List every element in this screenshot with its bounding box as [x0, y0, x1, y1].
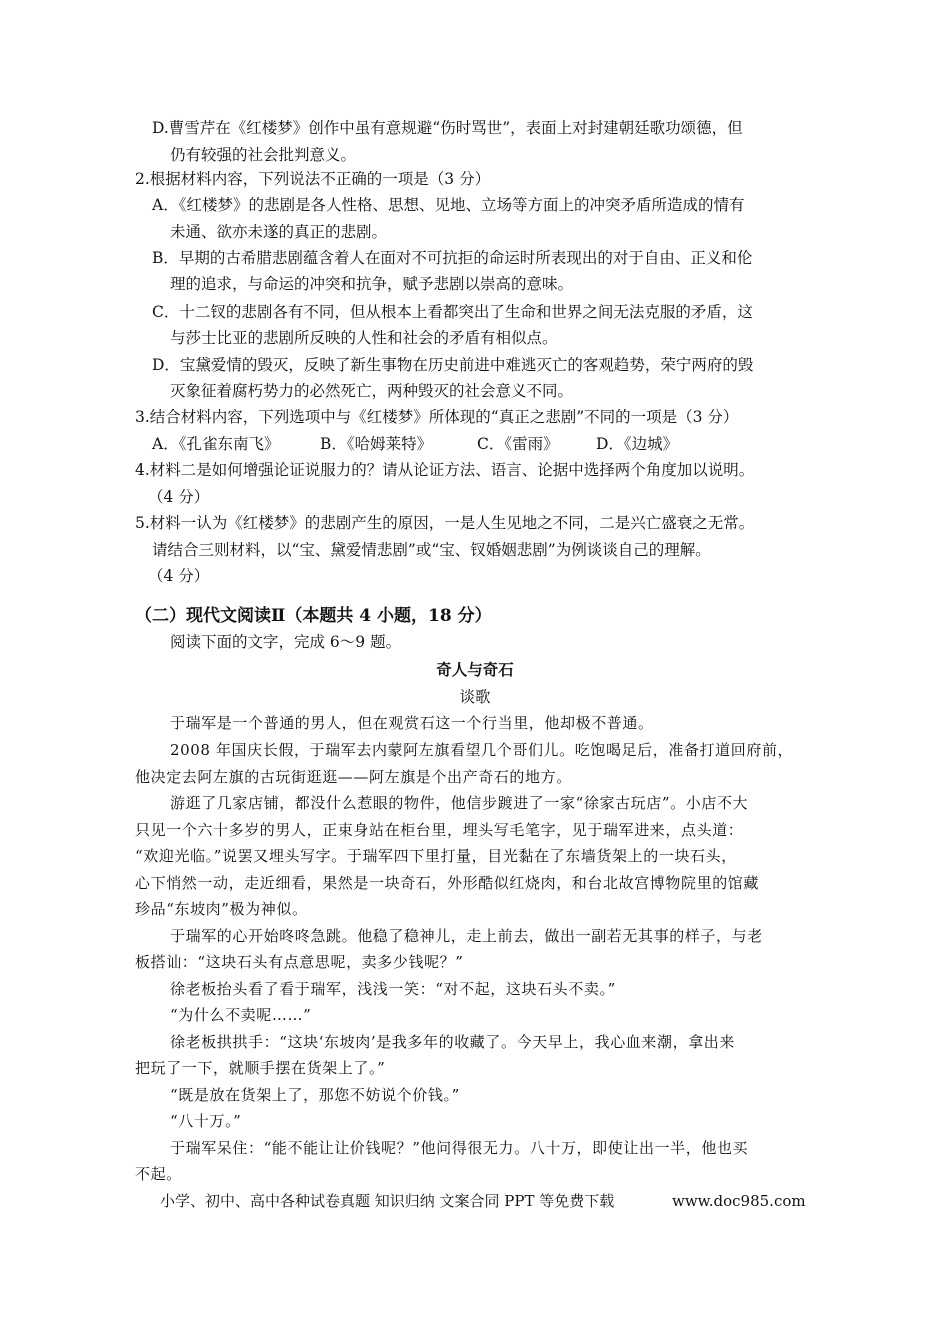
passage-line-3: 他决定去阿左旗的古玩街逛逛——阿左旗是个出产奇石的地方。 — [135, 768, 572, 786]
q2-option-b-line2: 理的追求，与命运的冲突和抗争，赋予悲剧以崇高的意味。 — [170, 275, 574, 293]
passage-title: 奇人与奇石 — [436, 660, 514, 679]
q3-option-d: D．《边城》 — [596, 435, 679, 453]
q2-option-c-line2: 与莎士比亚的悲剧所反映的人性和社会的矛盾有相似点。 — [170, 329, 558, 347]
q4-line1: 4.材料二是如何增强论证说服力的？请从论证方法、语言、论据中选择两个角度加以说明。 — [135, 461, 755, 479]
q3-option-b: B．《哈姆莱特》 — [320, 435, 433, 453]
q2-option-b-line1: B．早期的古希腊悲剧蕴含着人在面对不可抗拒的命运时所表现出的对于自由、正义和伦 — [152, 249, 753, 267]
q2-stem: 2.根据材料内容，下列说法不正确的一项是（3 分） — [135, 170, 491, 188]
passage-line-2: 2008 年国庆长假，于瑞军去内蒙阿左旗看望几个哥们儿。吃饱喝足后，准备打道回府前， — [170, 741, 794, 759]
q5-line1: 5.材料一认为《红楼梦》的悲剧产生的原因，一是人生见地之不同，二是兴亡盛衰之无常。 — [135, 514, 755, 532]
q2-option-c-line1: C．十二钗的悲剧各有不同，但从根本上看都突出了生命和世界之间无法克服的矛盾，这 — [152, 303, 753, 321]
section-instruction: 阅读下面的文字，完成 6～9 题。 — [170, 633, 402, 651]
passage-line-7: 心下悄然一动，走近细看，果然是一块奇石，外形酷似红烧肉，和台北故宫博物院里的馆藏 — [135, 874, 760, 892]
q4-line2: （4 分） — [148, 488, 210, 506]
q3-option-a: A．《孔雀东南飞》 — [152, 435, 280, 453]
passage-line-9: 于瑞军的心开始咚咚急跳。他稳了稳神儿，走上前去，做出一副若无其事的样子，与老 — [170, 927, 763, 945]
q2-option-d-line2: 灭象征着腐朽势力的必然死亡，两种毁灭的社会意义不同。 — [170, 382, 574, 400]
q5-line2: 请结合三则材料，以“宝、黛爱情悲剧”或“宝、钗婚姻悲剧”为例谈谈自己的理解。 — [152, 541, 711, 559]
passage-line-5: 只见一个六十多岁的男人，正束身站在柜台里，埋头写毛笔字，见于瑞军进来，点头道： — [135, 821, 744, 839]
passage-line-14: 把玩了一下，就顺手摆在货架上了。” — [135, 1059, 386, 1077]
passage-author: 谈歌 — [459, 688, 491, 706]
q2-option-a-line2: 未通、欲亦未遂的真正的悲剧。 — [170, 223, 388, 241]
passage-line-8: 珍品“东坡肉”极为神似。 — [135, 900, 308, 918]
footer-text: 小学、初中、高中各种试卷真题 知识归纳 文案合同 PPT 等免费下载 — [160, 1192, 615, 1210]
q3-stem: 3.结合材料内容，下列选项中与《红楼梦》所体现的“真正之悲剧”不同的一项是（3 分） — [135, 408, 739, 426]
passage-line-13: 徐老板拱拱手：“这块‘东坡肉’是我多年的收藏了。今天早上，我心血来潮，拿出来 — [170, 1033, 736, 1051]
passage-line-1: 于瑞军是一个普通的男人，但在观赏石这一个行当里，他却极不普通。 — [170, 714, 654, 732]
footer-url[interactable]: www.doc985.com — [672, 1192, 806, 1210]
q1-option-d-line2: 仍有较强的社会批判意义。 — [170, 146, 357, 164]
q1-option-d-line1: D.曹雪芹在《红楼梦》创作中虽有意规避“伤时骂世”，表面上对封建朝廷歌功颂德，但 — [152, 119, 743, 137]
passage-line-12: “为什么不卖呢……” — [170, 1006, 312, 1024]
passage-line-4: 游逛了几家店铺，都没什么惹眼的物件，他信步踱进了一家“徐家古玩店”。小店不大 — [170, 794, 749, 812]
q2-option-d-line1: D．宝黛爱情的毁灭，反映了新生事物在历史前进中难逃灭亡的客观趋势，荣宁两府的毁 — [152, 356, 754, 374]
passage-line-6: “欢迎光临。”说罢又埋头写字。于瑞军四下里打量，目光黏在了东墙货架上的一块石头， — [135, 847, 737, 865]
q5-line3: （4 分） — [148, 567, 210, 585]
passage-line-18: 不起。 — [135, 1165, 182, 1183]
passage-line-16: “八十万。” — [170, 1112, 242, 1130]
passage-line-10: 板搭讪：“这块石头有点意思呢，卖多少钱呢？” — [135, 953, 464, 971]
q2-option-a-line1: A．《红楼梦》的悲剧是各人性格、思想、见地、立场等方面上的冲突矛盾所造成的情有 — [152, 196, 745, 214]
passage-line-11: 徐老板抬头看了看于瑞军，浅浅一笑：“对不起，这块石头不卖。” — [170, 980, 616, 998]
q3-option-c: C．《雷雨》 — [477, 435, 559, 453]
passage-line-15: “既是放在货架上了，那您不妨说个价钱。” — [170, 1086, 460, 1104]
section-heading: （二）现代文阅读Ⅱ（本题共 4 小题，18 分） — [135, 606, 492, 626]
passage-line-17: 于瑞军呆住：“能不能让让价钱呢？”他问得很无力。八十万，即使让出一半，他也买 — [170, 1139, 749, 1157]
